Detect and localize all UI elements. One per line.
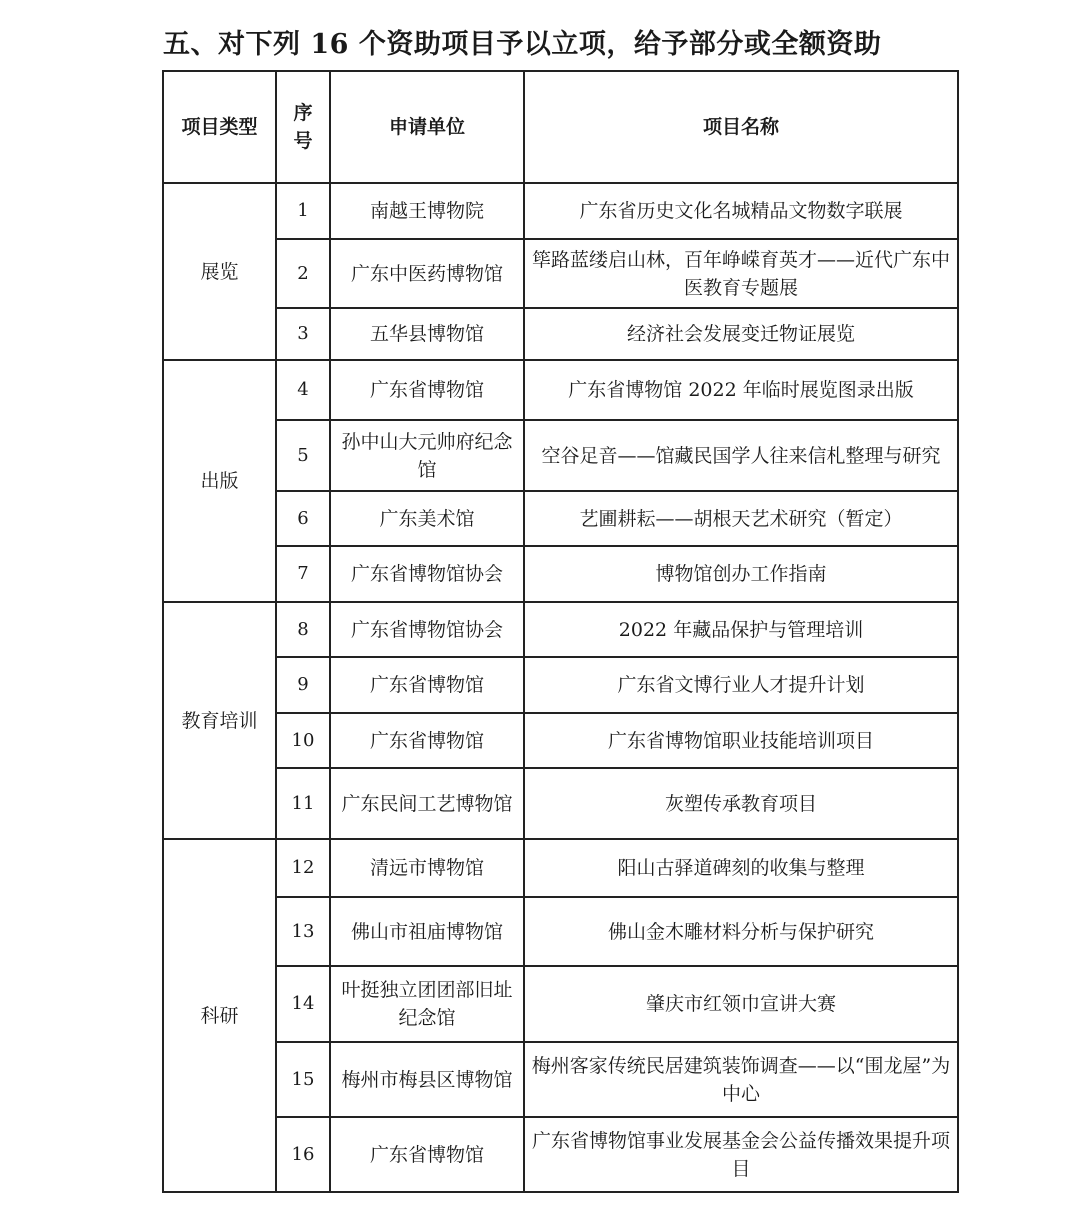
grant-table bbox=[162, 70, 959, 1193]
project-name-cell: 广东省历史文化名城精品文物数字联展 bbox=[524, 183, 958, 239]
project-name-cell: 梅州客家传统民居建筑装饰调查——以“围龙屋”为中心 bbox=[524, 1042, 958, 1117]
seq-cell: 5 bbox=[276, 420, 330, 491]
seq-cell: 11 bbox=[276, 768, 330, 839]
project-name-cell: 广东省博物馆职业技能培训项目 bbox=[524, 713, 958, 768]
applicant-unit-cell: 广东省博物馆 bbox=[330, 657, 524, 713]
header-project-type: 项目类型 bbox=[163, 71, 276, 183]
project-name-cell: 空谷足音——馆藏民国学人往来信札整理与研究 bbox=[524, 420, 958, 491]
applicant-unit-cell: 南越王博物院 bbox=[330, 183, 524, 239]
table-row bbox=[163, 1117, 958, 1192]
project-name-cell: 经济社会发展变迁物证展览 bbox=[524, 308, 958, 360]
project-type-cell: 展览 bbox=[163, 183, 276, 360]
table-row bbox=[163, 239, 958, 308]
project-name-cell: 佛山金木雕材料分析与保护研究 bbox=[524, 897, 958, 966]
table-row bbox=[163, 768, 958, 839]
seq-cell: 8 bbox=[276, 602, 330, 657]
applicant-unit-cell: 叶挺独立团团部旧址纪念馆 bbox=[330, 966, 524, 1042]
page-heading: 五、对下列 16 个资助项目予以立项，给予部分或全额资助 bbox=[163, 29, 882, 60]
table-row bbox=[163, 183, 958, 239]
header-row bbox=[163, 71, 958, 183]
project-name-cell: 广东省博物馆事业发展基金会公益传播效果提升项目 bbox=[524, 1117, 958, 1192]
table-row bbox=[163, 657, 958, 713]
table-row bbox=[163, 713, 958, 768]
applicant-unit-cell: 广东中医药博物馆 bbox=[330, 239, 524, 308]
project-name-cell: 肇庆市红领巾宣讲大赛 bbox=[524, 966, 958, 1042]
project-name-cell: 筚路蓝缕启山林，百年峥嵘育英才——近代广东中医教育专题展 bbox=[524, 239, 958, 308]
seq-cell: 6 bbox=[276, 491, 330, 546]
project-name-cell: 灰塑传承教育项目 bbox=[524, 768, 958, 839]
project-type-cell: 教育培训 bbox=[163, 602, 276, 839]
seq-cell: 14 bbox=[276, 966, 330, 1042]
applicant-unit-cell: 五华县博物馆 bbox=[330, 308, 524, 360]
header-seq-line2: 号 bbox=[293, 130, 313, 152]
project-name-cell: 艺圃耕耘——胡根天艺术研究（暂定） bbox=[524, 491, 958, 546]
applicant-unit-cell: 孙中山大元帅府纪念馆 bbox=[330, 420, 524, 491]
seq-cell: 10 bbox=[276, 713, 330, 768]
seq-cell: 15 bbox=[276, 1042, 330, 1117]
project-name-cell: 博物馆创办工作指南 bbox=[524, 546, 958, 602]
seq-cell: 1 bbox=[276, 183, 330, 239]
header-project-name: 项目名称 bbox=[524, 71, 958, 183]
applicant-unit-cell: 广东民间工艺博物馆 bbox=[330, 768, 524, 839]
applicant-unit-cell: 广东省博物馆协会 bbox=[330, 546, 524, 602]
table-row bbox=[163, 897, 958, 966]
project-name-cell: 广东省博物馆 2022 年临时展览图录出版 bbox=[524, 360, 958, 420]
table-row bbox=[163, 839, 958, 897]
table-row bbox=[163, 420, 958, 491]
table-row bbox=[163, 602, 958, 657]
table-row bbox=[163, 360, 958, 420]
seq-cell: 16 bbox=[276, 1117, 330, 1192]
seq-cell: 4 bbox=[276, 360, 330, 420]
seq-cell: 13 bbox=[276, 897, 330, 966]
header-seq-line1: 序 bbox=[293, 102, 313, 124]
applicant-unit-cell: 广东省博物馆协会 bbox=[330, 602, 524, 657]
project-type-cell: 科研 bbox=[163, 839, 276, 1192]
project-name-cell: 广东省文博行业人才提升计划 bbox=[524, 657, 958, 713]
table-row bbox=[163, 966, 958, 1042]
header-seq bbox=[276, 71, 330, 183]
header-applicant-unit: 申请单位 bbox=[330, 71, 524, 183]
project-type-cell: 出版 bbox=[163, 360, 276, 602]
seq-cell: 3 bbox=[276, 308, 330, 360]
table-row bbox=[163, 491, 958, 546]
applicant-unit-cell: 广东省博物馆 bbox=[330, 360, 524, 420]
table-row bbox=[163, 1042, 958, 1117]
applicant-unit-cell: 佛山市祖庙博物馆 bbox=[330, 897, 524, 966]
applicant-unit-cell: 广东省博物馆 bbox=[330, 713, 524, 768]
seq-cell: 9 bbox=[276, 657, 330, 713]
seq-cell: 2 bbox=[276, 239, 330, 308]
table-row bbox=[163, 308, 958, 360]
applicant-unit-cell: 清远市博物馆 bbox=[330, 839, 524, 897]
applicant-unit-cell: 梅州市梅县区博物馆 bbox=[330, 1042, 524, 1117]
project-name-cell: 阳山古驿道碑刻的收集与整理 bbox=[524, 839, 958, 897]
project-name-cell: 2022 年藏品保护与管理培训 bbox=[524, 602, 958, 657]
seq-cell: 12 bbox=[276, 839, 330, 897]
applicant-unit-cell: 广东美术馆 bbox=[330, 491, 524, 546]
table-row bbox=[163, 546, 958, 602]
seq-cell: 7 bbox=[276, 546, 330, 602]
applicant-unit-cell: 广东省博物馆 bbox=[330, 1117, 524, 1192]
